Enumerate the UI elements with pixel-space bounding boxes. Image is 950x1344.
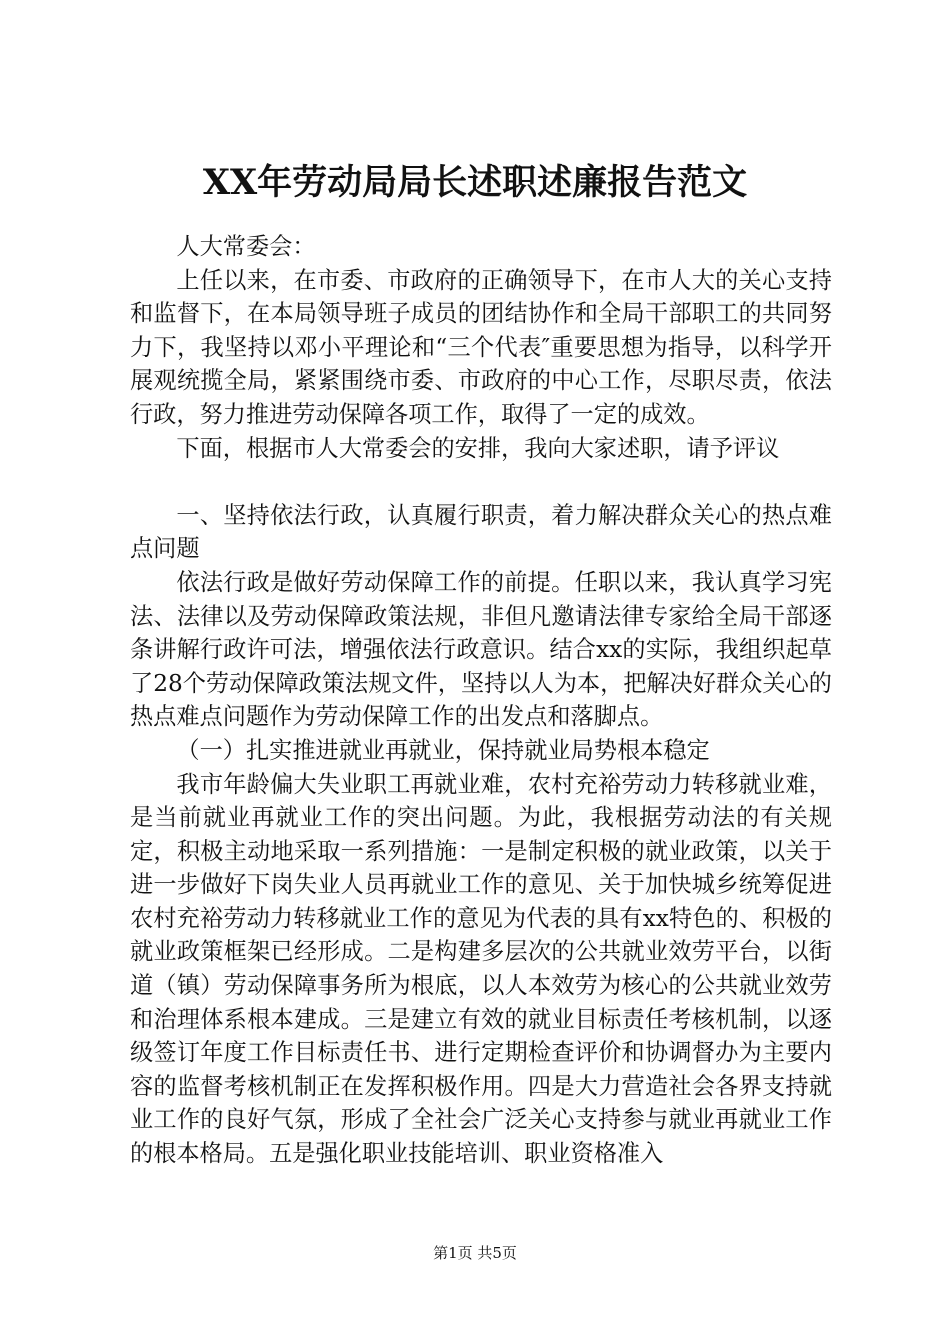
body-paragraph: 我市年龄偏大失业职工再就业难，农村充裕劳动力转移就业难，是当前就业再就业工作的突出问题。为此，我根据劳动法的有关规定，积极主动地采取一系列措施：一是制定积极的就业政策，以关于进一步做好下岗失业人员再就业工作的意见、关于加快城乡统筹促进农村充裕劳动力转移就业工作的意见为代表的具有xx特色的、积极的就业政策框架已经形成。二是构建多层次的公共就业效劳平台，以街道（镇）劳动保障事务所为根底，以人本效劳为核心的公共就业效劳和治理体系根本建成。三是建立有效的就业目标责任考核机制，以逐级签订年度工作目标责任书、进行定期检查评价和协调督办为主要内容的监督考核机制正在发挥积极作用。四是大力营造社会各界支持就业工作的良好气氛，形成了全社会广泛关心支持参与就业再就业工作的根本格局。五是强化职业技能培训、职业资格准入 [130, 770, 832, 1168]
salutation-paragraph: 人大常委会： [176, 233, 316, 260]
body-paragraph: 依法行政是做好劳动保障工作的前提。任职以来，我认真学习宪法、法律以及劳动保障政策法规，非但凡邀请法律专家给全局干部逐条讲解行政许可法，增强依法行政意识。结合xx的实际，我组织起草了28个劳动保障政策法规文件，坚持以人为本，把解决好群众关心的热点难点问题作为劳动保障工作的出发点和落脚点。 [130, 568, 832, 731]
body-paragraph: 上任以来，在市委、市政府的正确领导下，在市人大的关心支持和监督下，在本局领导班子成员的团结协作和全局干部职工的共同努力下，我坚持以邓小平理论和“三个代表″重要思想为指导，以科学开展观统揽全局，紧紧围绕市委、市政府的中心工作，尽职尽责，依法行政，努力推进劳动保障各项工作，取得了一定的成效。 [130, 266, 832, 428]
subsection-heading: （一）扎实推进就业再就业，保持就业局势根本稳定 [176, 736, 710, 764]
body-paragraph: 下面，根据市人大常委会的安排，我向大家述职，请予评议 [176, 434, 780, 462]
paragraph-spacer [130, 465, 832, 499]
page-footer: 第1页 共5页 [433, 1244, 517, 1262]
section-heading: 一、坚持依法行政，认真履行职责，着力解决群众关心的热点难点问题 [130, 501, 832, 563]
document-body [130, 230, 832, 1171]
document-title: XX年劳动局局长述职述廉报告范文 [202, 162, 748, 203]
